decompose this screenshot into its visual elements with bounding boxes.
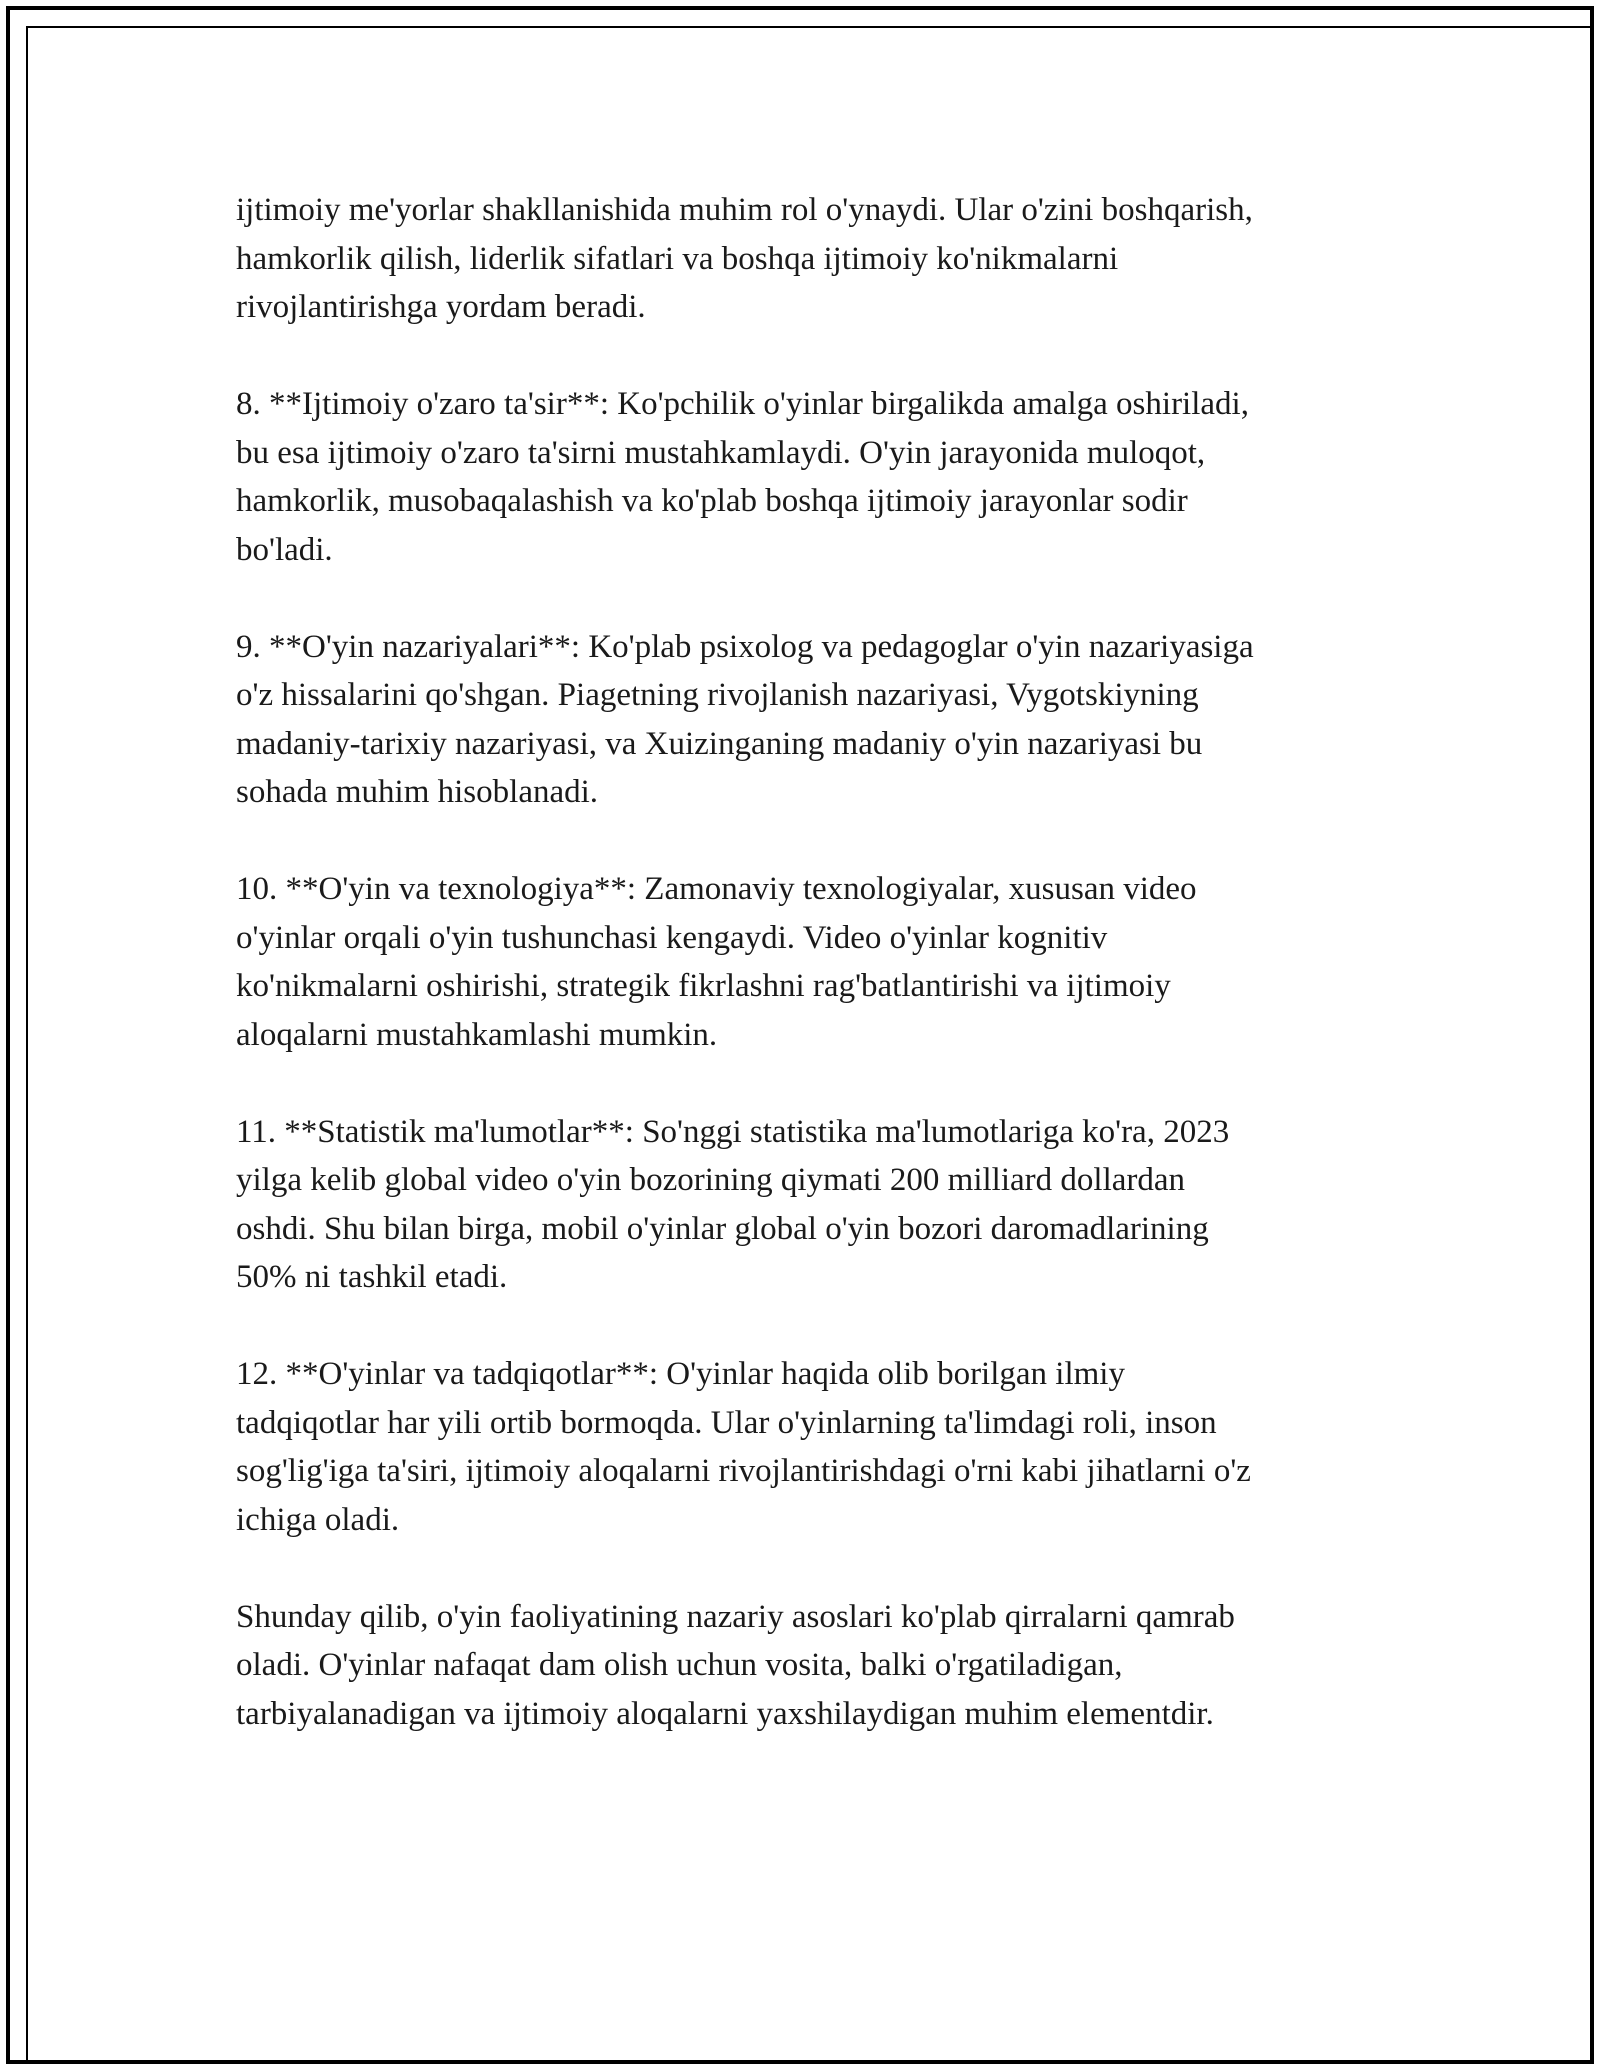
paragraph-item-8: 8. **Ijtimoiy o'zaro ta'sir**: Ko'pchilik o'yinlar birgalikda amalga oshiriladi, bu esa ijtimoiy o'zaro ta'sirni mustahkamlaydi. O'yin jarayonida muloqot, hamkorlik, musobaqalashish va ko'plab boshqa ijtimoiy jarayonlar sodir bo'ladi. [236,386,1249,568]
paragraph-item-9: 9. **O'yin nazariyalari**: Ko'plab psixolog va pedagoglar o'yin nazariyasiga o'z hissalarini qo'shgan. Piagetning rivojlanish nazariyasi, Vygotskiyning madaniy-tarixiy nazariyasi, va Xuizinganing madaniy o'yin nazariyasi bu sohada muhim hisoblanadi. [236,628,1254,810]
paragraph-conclusion: Shunday qilib, o'yin faoliyatining nazariy asoslari ko'plab qirralarni qamrab oladi. O'yinlar nafaqat dam olish uchun vosita, balki o'rgatiladigan, tarbiyalanadigan va ijtimoiy aloqalarni yaxshilaydigan muhim elementdir. [236,1598,1235,1732]
document-body [236,186,1386,1738]
paragraph-intro-continuation: ijtimoiy me'yorlar shakllanishida muhim rol o'ynaydi. Ular o'zini boshqarish, hamkorlik qilish, liderlik sifatlari va boshqa ijtimoiy ko'nikmalarni rivojlantirishga yordam beradi. [236,192,1253,325]
paragraph-item-10: 10. **O'yin va texnologiya**: Zamonaviy texnologiyalar, xususan video o'yinlar orqali o'yin tushunchasi kengaydi. Video o'yinlar kognitiv ko'nikmalarni oshirishi, strategik fikrlashni rag'batlantirishi va ijtimoiy aloqalarni mustahkamlashi mumkin. [236,871,1197,1053]
paragraph-item-12: 12. **O'yinlar va tadqiqotlar**: O'yinlar haqida olib borilgan ilmiy tadqiqotlar har yili ortib bormoqda. Ular o'yinlarning ta'limdagi roli, inson sog'lig'iga ta'siri, ijtimoiy aloqalarni rivojlantirishdagi o'rni kabi jihatlarni o'z ichiga oladi. [236,1356,1251,1538]
paragraph-item-11: 11. **Statistik ma'lumotlar**: So'nggi statistika ma'lumotlariga ko'ra, 2023 yilga kelib global video o'yin bozorining qiymati 200 milliard dollardan oshdi. Shu bilan birga, mobil o'yinlar global o'yin bozori daromadlarining 50% ni tashkil etadi. [236,1113,1230,1295]
